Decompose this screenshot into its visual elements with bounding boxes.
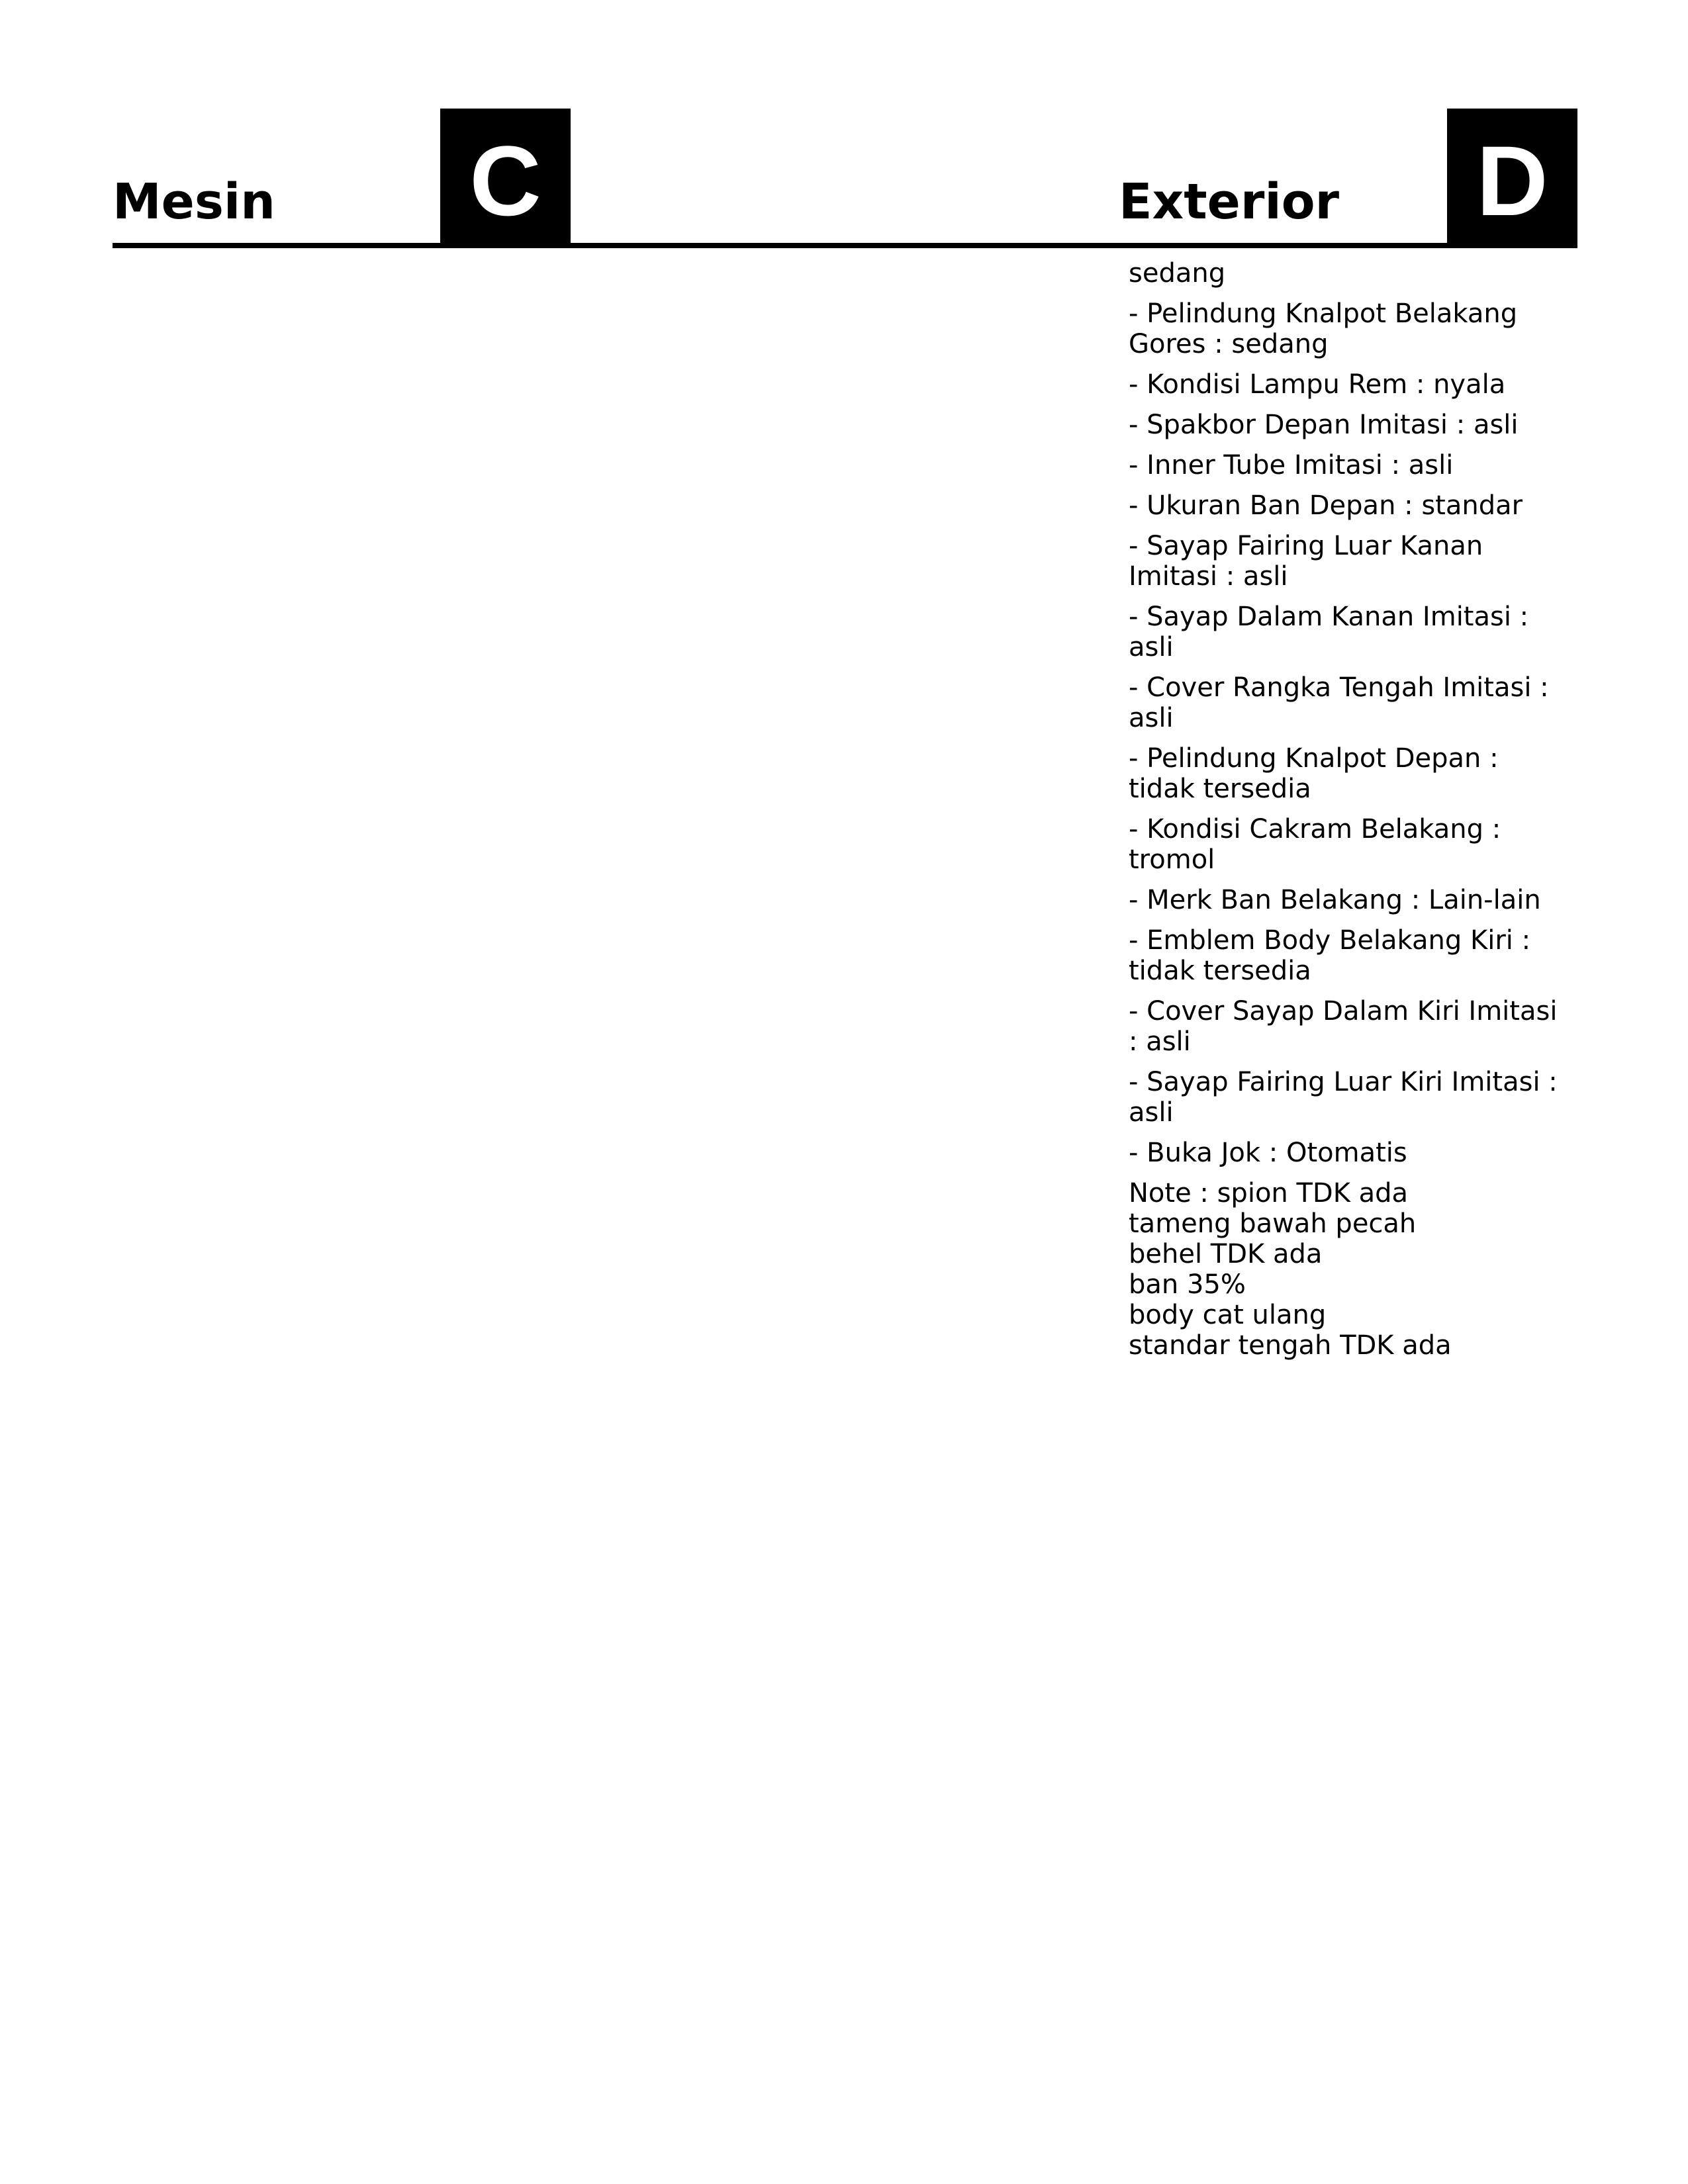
- list-item: - Ukuran Ban Depan : standar: [1129, 490, 1523, 521]
- list-item: - Pelindung Knalpot Belakang Gores : sedang: [1129, 298, 1518, 359]
- header-rule: [113, 243, 1577, 248]
- note-line: standar tengah TDK ada: [1129, 1330, 1452, 1361]
- section-letter-c: C: [440, 109, 571, 247]
- list-item: - Emblem Body Belakang Kiri : tidak tersedia: [1129, 925, 1531, 986]
- list-item: - Kondisi Lampu Rem : nyala: [1129, 369, 1506, 400]
- list-item: - Buka Jok : Otomatis: [1129, 1138, 1407, 1168]
- list-item: sedang: [1129, 258, 1226, 289]
- note-block: [1129, 1178, 1566, 1361]
- list-item: - Sayap Fairing Luar Kanan Imitasi : asli: [1129, 531, 1483, 592]
- section-title-exterior: Exterior: [1119, 173, 1340, 230]
- list-item: - Sayap Fairing Luar Kiri Imitasi : asli: [1129, 1067, 1558, 1128]
- list-item: - Pelindung Knalpot Depan : tidak tersedia: [1129, 743, 1499, 804]
- list-item: - Cover Sayap Dalam Kiri Imitasi : asli: [1129, 996, 1558, 1057]
- list-item: - Cover Rangka Tengah Imitasi : asli: [1129, 672, 1549, 733]
- section-letter-d: D: [1447, 109, 1577, 247]
- note-line: behel TDK ada: [1129, 1239, 1323, 1269]
- note-line: Note : spion TDK ada: [1129, 1178, 1409, 1208]
- list-item: - Kondisi Cakram Belakang : tromol: [1129, 814, 1501, 875]
- list-item: - Inner Tube Imitasi : asli: [1129, 450, 1454, 480]
- list-item: - Spakbor Depan Imitasi : asli: [1129, 410, 1519, 440]
- exterior-list: [1129, 258, 1566, 1371]
- list-item: - Sayap Dalam Kanan Imitasi : asli: [1129, 602, 1529, 662]
- note-line: ban 35%: [1129, 1269, 1246, 1300]
- note-line: tameng bawah pecah: [1129, 1208, 1417, 1239]
- note-line: body cat ulang: [1129, 1300, 1327, 1330]
- section-title-mesin: Mesin: [113, 173, 275, 230]
- list-item: - Merk Ban Belakang : Lain-lain: [1129, 885, 1541, 915]
